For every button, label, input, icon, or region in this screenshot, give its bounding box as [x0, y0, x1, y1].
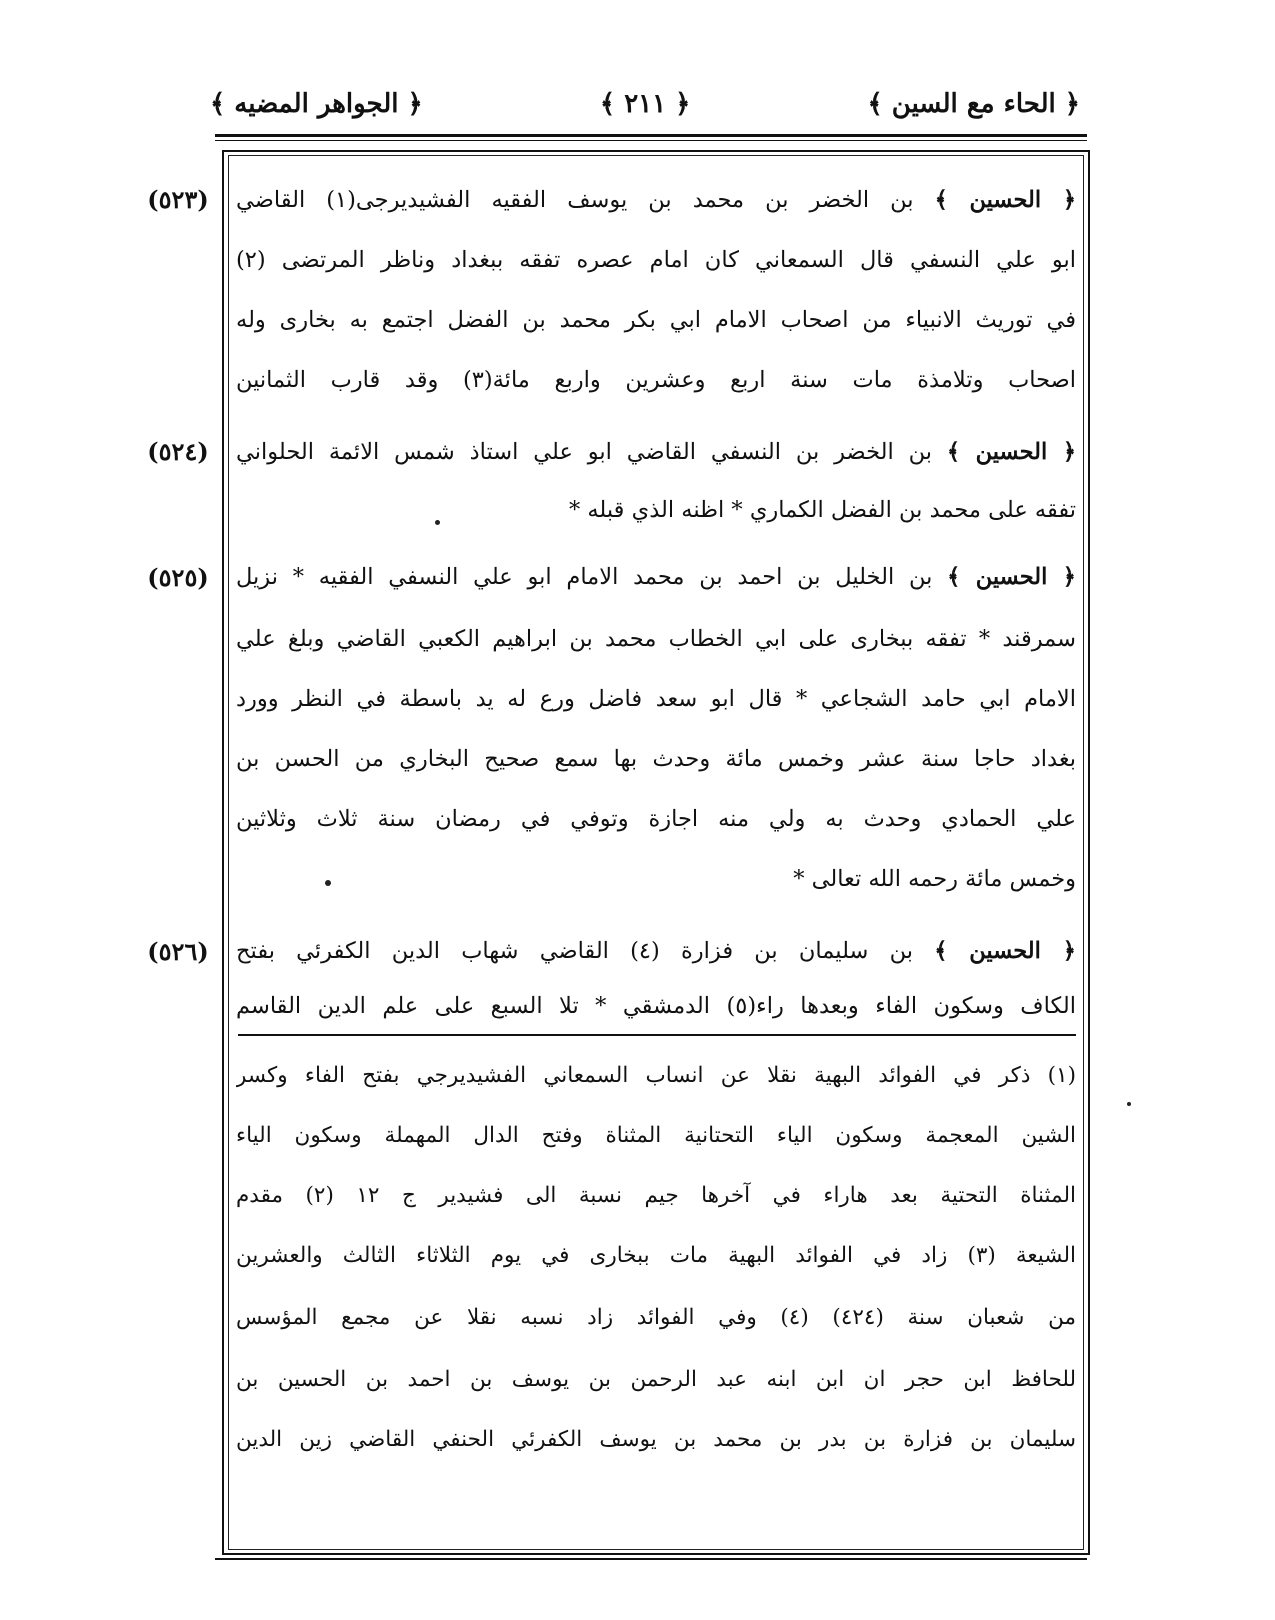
entry-line	[236, 855, 1076, 903]
entry-line	[236, 675, 1076, 723]
entry-line	[236, 982, 1076, 1030]
footnote-line: المثناة التحتية بعد هاراء في آخرها جيم نسبة الى فشيدير ج ١٢ (٢) مقدم	[236, 1183, 1076, 1208]
entry-text: ابو علي النسفي قال السمعاني كان امام عصره تفقه ببغداد وناظر المرتضى (٢)	[236, 247, 1076, 273]
footnote-line: الشين المعجمة وسكون الياء التحتانية المثناة وفتح الدال المهملة وسكون الياء	[236, 1123, 1076, 1148]
footnote-line: (١) ذكر في الفوائد البهية نقلا عن انساب السمعاني الفشيديرجي بفتح الفاء وكسر	[236, 1063, 1076, 1088]
scan-speck	[325, 880, 331, 886]
header-rule-thick	[215, 134, 1087, 137]
entry-line	[236, 176, 1076, 224]
entry-line	[236, 428, 1076, 476]
entry-text: بن سليمان بن فزارة (٤) القاضي شهاب الدين الكفرئي بفتح	[236, 938, 913, 964]
entry-name: ﴿ الحسين ﴾	[934, 938, 1076, 964]
header-rule-thin	[215, 140, 1087, 141]
entry-text: بن الخضر بن محمد بن يوسف الفقيه الفشيديرجى(١) القاضي	[236, 187, 914, 213]
running-header	[210, 78, 1080, 130]
entry-line	[236, 553, 1076, 601]
entry-line	[236, 296, 1076, 344]
entry-line	[236, 486, 1076, 534]
chapter-heading: ﴿ الحاء مع السين ﴾	[867, 89, 1080, 119]
footnote-line: الشيعة (٣) زاد في الفوائد البهية مات ببخارى في يوم الثلاثاء الثالث والعشرين	[236, 1243, 1076, 1268]
entry-number: (٥٢٥)	[147, 563, 209, 592]
entry-text: سمرقند * تفقه ببخارى على ابي الخطاب محمد بن ابراهيم الكعبي القاضي وبلغ علي	[236, 626, 1076, 652]
entry-name: ﴿ الحسين ﴾	[934, 187, 1076, 213]
book-title: ﴿ الجواهر المضيه ﴾	[210, 89, 423, 119]
entry-text: علي الحمادي وحدث به ولي منه اجازة وتوفي في رمضان سنة ثلاث وثلاثين	[236, 806, 1076, 832]
entry-text: وخمس مائة رحمه الله تعالى *	[793, 866, 1076, 892]
entry-number: (٥٢٤)	[147, 437, 209, 466]
footnote-line: سليمان بن فزارة بن بدر بن محمد بن يوسف الكفرئي الحنفي القاضي زين الدين	[236, 1427, 1076, 1452]
entry-line	[236, 795, 1076, 843]
entry-text: تفقه على محمد بن الفضل الكماري * اظنه الذي قبله *	[568, 497, 1076, 523]
entry-text: بن الخليل بن احمد بن محمد الامام ابو علي النسفي الفقيه * نزيل	[236, 564, 933, 590]
entry-line	[236, 735, 1076, 783]
entry-text: بن الخضر بن النسفي القاضي ابو علي استاذ شمس الائمة الحلواني	[236, 439, 932, 465]
entry-text: الكاف وسكون الفاء وبعدها راء(٥) الدمشقي * تلا السبع على علم الدين القاسم	[236, 993, 1076, 1019]
scan-speck	[435, 520, 440, 525]
footnote-line: للحافظ ابن حجر ان ابن ابنه عبد الرحمن بن يوسف بن احمد بن الحسين بن	[236, 1367, 1076, 1392]
entry-text: الامام ابي حامد الشجاعي * قال ابو سعد فاضل ورع له يد باسطة في النظر وورد	[236, 686, 1076, 712]
entry-name: ﴿ الحسين ﴾	[947, 564, 1076, 590]
footnote-divider	[238, 1034, 1076, 1036]
entry-number: (٥٢٣)	[147, 185, 209, 214]
footnote-line: من شعبان سنة (٤٢٤) (٤) وفي الفوائد زاد نسبه نقلا عن مجمع المؤسس	[236, 1305, 1076, 1330]
page-number: ﴿ ٢١١ ﴾	[599, 89, 691, 119]
entry-line	[236, 356, 1076, 404]
bottom-rule	[215, 1558, 1087, 1560]
entry-line	[236, 927, 1076, 975]
entry-number: (٥٢٦)	[147, 937, 209, 966]
entry-text: في توريث الانبياء من اصحاب الامام ابي بكر محمد بن الفضل اجتمع به بخارى وله	[236, 307, 1076, 333]
entry-line	[236, 615, 1076, 663]
entry-line	[236, 236, 1076, 284]
entry-name: ﴿ الحسين ﴾	[946, 439, 1076, 465]
entry-text: بغداد حاجا سنة عشر وخمس مائة وحدث بها سمع صحيح البخاري من الحسن بن	[236, 746, 1076, 772]
entry-text: اصحاب وتلامذة مات سنة اربع وعشرين واربع مائة(٣) وقد قارب الثمانين	[236, 367, 1076, 393]
scan-speck	[1127, 1102, 1131, 1106]
